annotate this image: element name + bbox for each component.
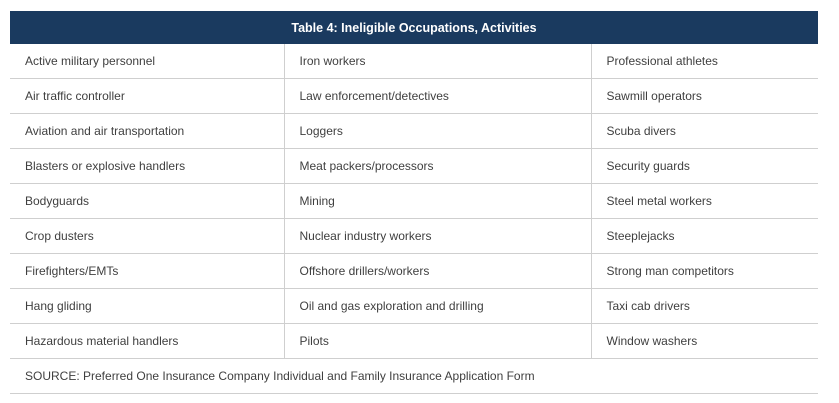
table-cell: Air traffic controller	[10, 79, 284, 114]
table-body	[10, 44, 818, 394]
table-cell: Firefighters/EMTs	[10, 254, 284, 289]
ineligible-occupations-table	[10, 11, 818, 394]
table-row	[10, 114, 818, 149]
table-cell: Pilots	[284, 324, 591, 359]
table-cell: Nuclear industry workers	[284, 219, 591, 254]
table-row	[10, 44, 818, 79]
table-cell: Crop dusters	[10, 219, 284, 254]
table-cell: Steel metal workers	[591, 184, 818, 219]
table-cell: Active military personnel	[10, 44, 284, 79]
table-title: Table 4: Ineligible Occupations, Activities	[10, 11, 818, 44]
table-row	[10, 149, 818, 184]
table-cell: Steeplejacks	[591, 219, 818, 254]
table-row	[10, 289, 818, 324]
table-cell: Hang gliding	[10, 289, 284, 324]
table-cell: Window washers	[591, 324, 818, 359]
table-cell: Offshore drillers/workers	[284, 254, 591, 289]
table-cell: Mining	[284, 184, 591, 219]
table-cell: Iron workers	[284, 44, 591, 79]
table-cell: Loggers	[284, 114, 591, 149]
table-row	[10, 324, 818, 359]
source-row	[10, 359, 818, 394]
table-cell: Meat packers/processors	[284, 149, 591, 184]
table-cell: Professional athletes	[591, 44, 818, 79]
table-cell: Oil and gas exploration and drilling	[284, 289, 591, 324]
source-note: SOURCE: Preferred One Insurance Company Individual and Family Insurance Application Form	[10, 359, 818, 394]
table-cell: Hazardous material handlers	[10, 324, 284, 359]
table-cell: Bodyguards	[10, 184, 284, 219]
table-cell: Law enforcement/detectives	[284, 79, 591, 114]
table-cell: Sawmill operators	[591, 79, 818, 114]
table-cell: Taxi cab drivers	[591, 289, 818, 324]
table-cell: Security guards	[591, 149, 818, 184]
table-cell: Blasters or explosive handlers	[10, 149, 284, 184]
table-row	[10, 79, 818, 114]
table-row	[10, 184, 818, 219]
table-row	[10, 219, 818, 254]
table-cell: Scuba divers	[591, 114, 818, 149]
table-row	[10, 254, 818, 289]
table-cell: Strong man competitors	[591, 254, 818, 289]
table-cell: Aviation and air transportation	[10, 114, 284, 149]
